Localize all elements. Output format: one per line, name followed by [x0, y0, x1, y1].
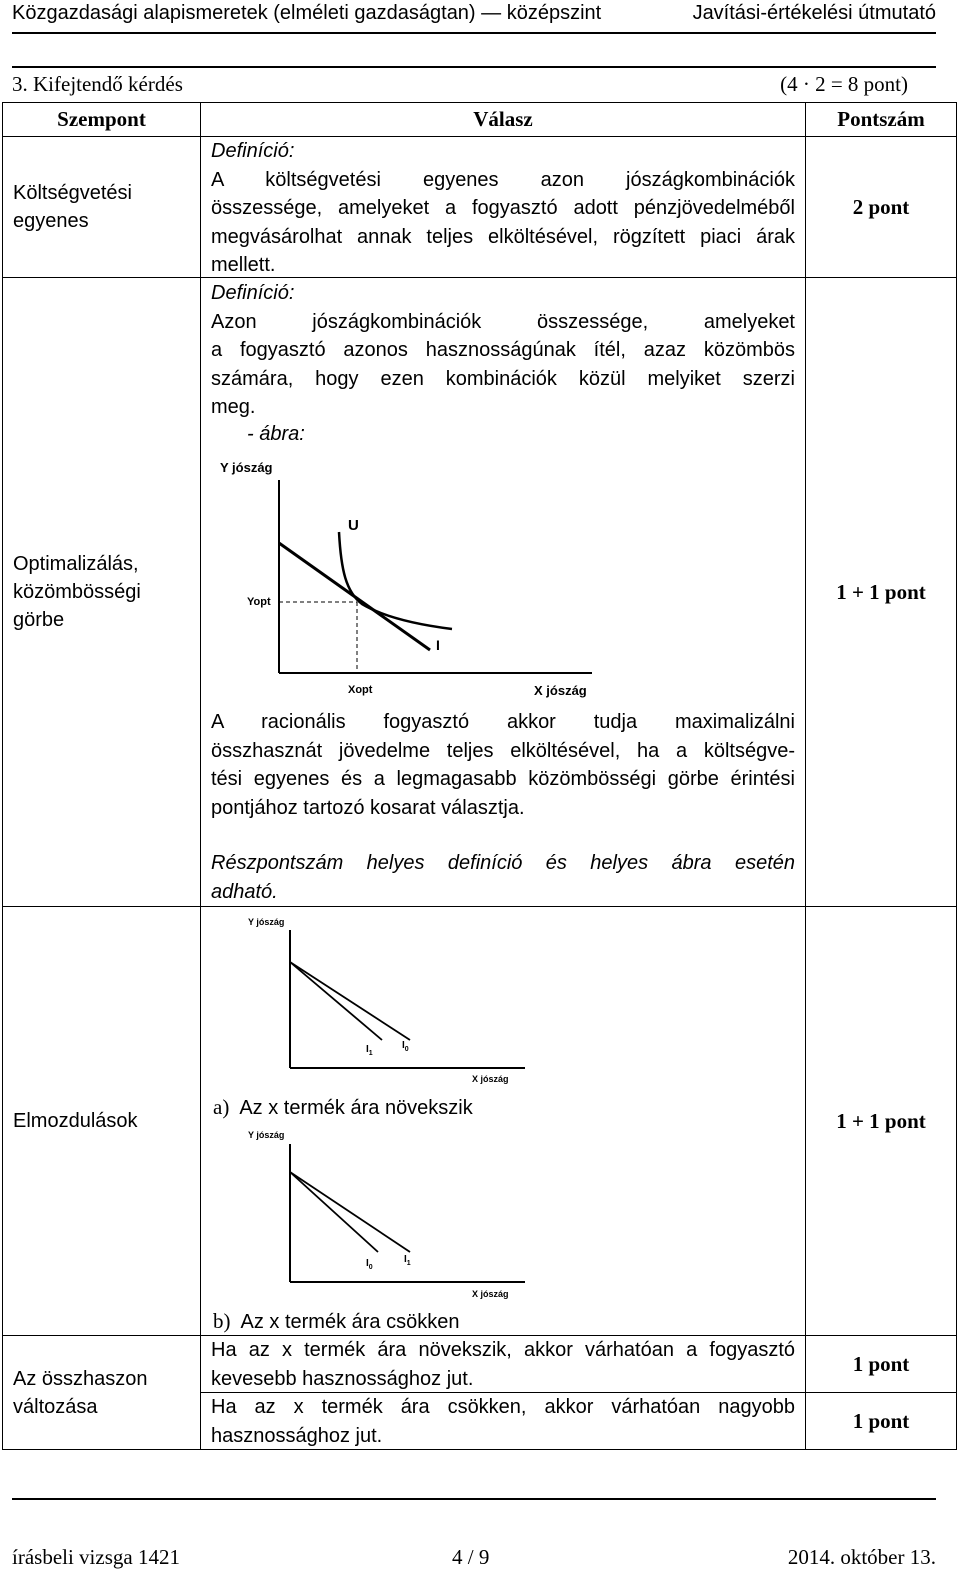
criterion-line: Elmozdulások [13, 1110, 138, 1132]
answer-line: Ha az x termék ára csökken, akkor várhatóan nagyobb [211, 1396, 795, 1418]
col-header-score-text: Pontszám [837, 107, 925, 131]
score-text: 2 pont [852, 194, 910, 219]
header-rule [12, 32, 936, 34]
explanation-line: A racionális fogyasztó akkor tudja maximalizálni [211, 711, 795, 733]
definition-line: meg. [211, 396, 256, 419]
definition-label: Definíció: [211, 282, 295, 304]
budget-line [279, 543, 430, 650]
criterion-line: Az összhaszon [13, 1367, 148, 1390]
explanation-line: tési egyenes és a legmagasabb közömbösségi görbe érintési [211, 768, 795, 791]
optimization-explanation [211, 708, 795, 822]
curve-label-i0: $I_0$ [366, 1258, 373, 1271]
utility-decrease-text [211, 1336, 795, 1393]
budget-line-new [290, 1172, 410, 1252]
definition-line: mellett. [211, 254, 276, 277]
criterion-optimization [2, 277, 201, 907]
criterion-line: egyenes [13, 210, 89, 232]
caption-b [213, 1307, 459, 1337]
indifference-curve [339, 532, 452, 629]
criterion-line: görbe [13, 609, 65, 631]
yopt-label: Yopt [247, 596, 271, 608]
budget-line-definition [211, 137, 795, 280]
criterion-line: Optimalizálás, [13, 553, 139, 575]
definition-line: A költségvetési egyenes azon jószágkombinációk [211, 168, 795, 191]
shift-figure-price-increase [240, 910, 540, 1090]
answer-line: Ha az x termék ára növekszik, akkor várhatóan a fogyasztó [211, 1339, 795, 1361]
curve-label-i1: $I_1$ [366, 1044, 373, 1057]
caption-text: Az x termék ára növekszik [239, 1097, 473, 1119]
note-line: Részpontszám helyes definíció és helyes ábra esetén [211, 852, 795, 874]
score-utility-decrease [805, 1335, 957, 1393]
curve-label-i1: $I_1$ [404, 1254, 411, 1267]
y-axis-label: Y jószág [248, 917, 285, 927]
page-header [12, 2, 936, 28]
xopt-label: Xopt [348, 684, 373, 696]
x-axis-label: X jószág [472, 1074, 509, 1084]
col-header-criterion [2, 102, 201, 137]
score-text: 1 pont [852, 1351, 910, 1376]
explanation-line: összhasznát jövedelme teljes elköltésével, ha a költségve- [211, 739, 795, 762]
answer-line: kevesebb hasznossághoz jut. [211, 1367, 474, 1390]
answer-line: hasznossághoz jut. [211, 1424, 383, 1447]
caption-a [213, 1093, 473, 1123]
criterion-total-utility [2, 1335, 201, 1450]
definition-label: Definíció: [211, 140, 295, 162]
indifference-label: I [436, 637, 440, 653]
partial-score-note [211, 849, 795, 906]
col-header-criterion-text: Szempont [57, 107, 146, 131]
score-text: 1 + 1 pont [836, 579, 926, 604]
x-axis-label: X jószág [534, 683, 587, 698]
col-header-answer [200, 102, 806, 137]
criterion-line: változása [13, 1395, 98, 1418]
score-budget-line [805, 136, 957, 278]
definition-line: összessége, amelyeket a fogyasztó adott pénzjövedelméből [211, 197, 795, 220]
criterion-line: közömbösségi [13, 581, 141, 603]
caption-letter: a) [213, 1095, 230, 1119]
footer-date: 2014. október 13. [787, 1545, 936, 1569]
header-title: Közgazdasági alapismeretek (elméleti gazdaságtan) — középszint [12, 2, 602, 24]
score-text: 1 pont [852, 1408, 910, 1433]
budget-line-original [290, 962, 410, 1040]
footer-page-number: 4 / 9 [452, 1545, 490, 1569]
utility-increase-text [211, 1393, 795, 1450]
criterion-line: Költségvetési [13, 182, 132, 204]
shift-figure-price-decrease [240, 1120, 540, 1305]
definition-line: számára, hogy ezen kombinációk közül melyiket szerzi [211, 367, 795, 390]
criterion-budget-line [2, 136, 201, 278]
score-utility-increase [805, 1392, 957, 1450]
section-points: (4 · 2 = 8 pont) [780, 72, 908, 96]
definition-line: Azon jószágkombinációk összessége, amelyeket [211, 310, 795, 333]
col-header-score [805, 102, 957, 137]
indifference-curve-figure [212, 452, 602, 702]
section-title: 3. Kifejtendő kérdés [12, 72, 183, 96]
caption-text: Az x termék ára csökken [240, 1311, 460, 1333]
section-rule [12, 66, 936, 68]
footer-rule [12, 1498, 936, 1500]
y-axis-label: Y jószág [248, 1130, 285, 1140]
col-header-answer-text: Válasz [473, 107, 533, 131]
definition-line: megvásárolhat annak teljes elköltésével, rögzített piaci árak [211, 225, 795, 248]
score-optimization [805, 277, 957, 907]
criterion-shifts [2, 906, 201, 1336]
x-axis-label: X jószág [472, 1289, 509, 1299]
figure-label: - ábra: [247, 423, 305, 445]
budget-line-original [290, 1172, 378, 1252]
budget-line-new [290, 962, 382, 1040]
definition-line: a fogyasztó azonos hasznosságúnak ítél, azaz közömbös [211, 339, 795, 362]
caption-letter: b) [213, 1309, 231, 1333]
indifference-definition [211, 279, 795, 422]
note-line: adható. [211, 880, 278, 903]
explanation-line: pontjához tartozó kosarat választja. [211, 796, 525, 819]
footer-exam-code: írásbeli vizsga 1421 [12, 1545, 180, 1569]
utility-label: U [348, 517, 359, 534]
curve-label-i0: $I_0$ [402, 1040, 409, 1053]
header-subtitle: Javítási-értékelési útmutató [692, 2, 936, 24]
score-text: 1 + 1 pont [836, 1108, 926, 1133]
score-shifts [805, 906, 957, 1336]
y-axis-label: Y jószág [220, 460, 273, 475]
